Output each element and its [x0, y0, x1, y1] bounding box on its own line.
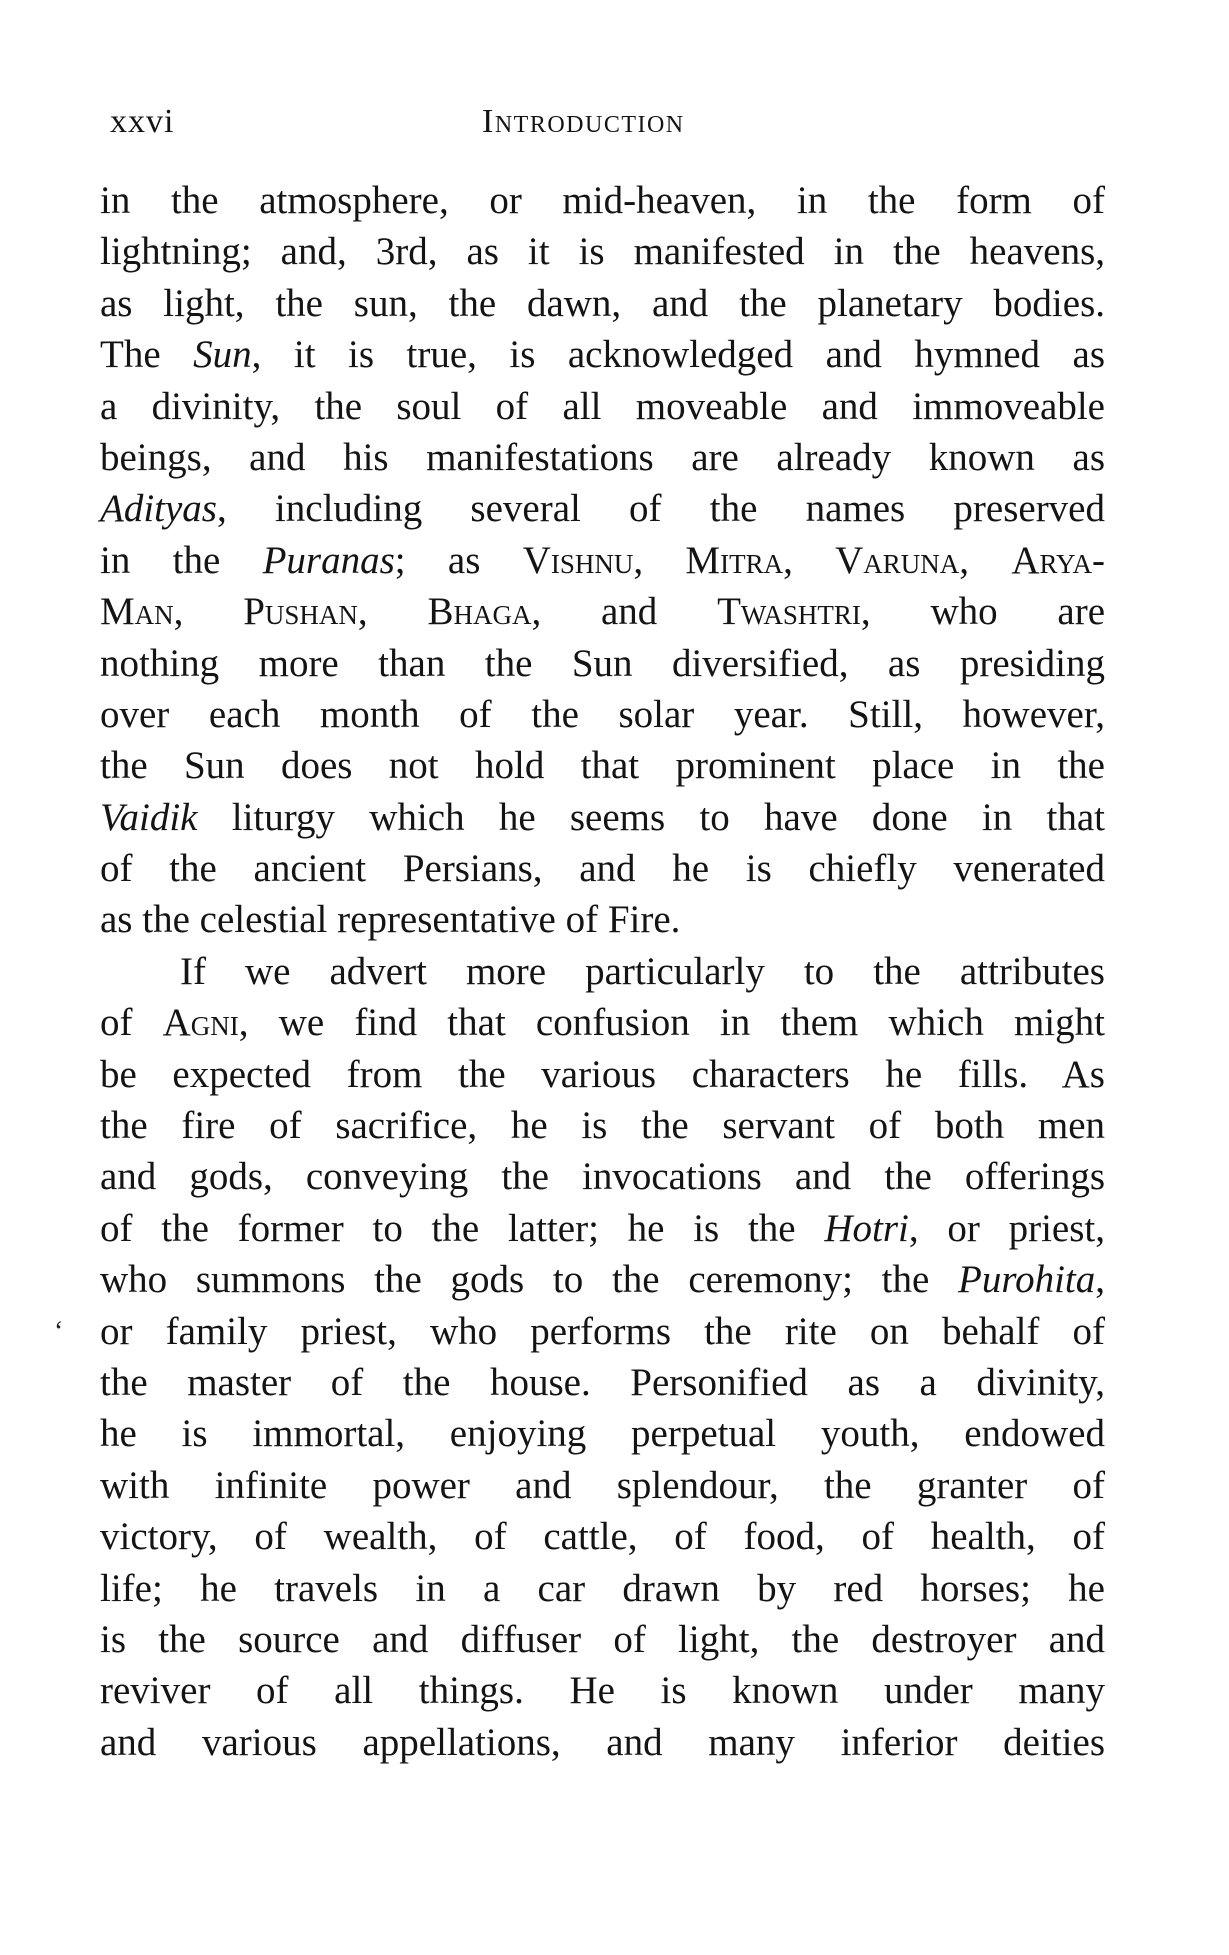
paragraph-first-line: If we advert more particularly to the attributes [180, 949, 1105, 993]
text-line: he is immortal, enjoying perpetual youth, endowed [100, 1412, 1105, 1456]
text-line: in the Puranas; as Vishnu, Mitra, Varuna, Arya- [100, 538, 1106, 582]
scan-mark: ‘ [54, 1316, 64, 1347]
text-line: and various appellations, and many inferior deities [100, 1720, 1105, 1764]
text-line: victory, of wealth, of cattle, of food, of health, of [100, 1515, 1105, 1559]
text-line: and gods, conveying the invocations and the offerings [100, 1155, 1105, 1199]
text-line: the fire of sacrifice, he is the servant of both men [100, 1104, 1105, 1148]
running-head [110, 103, 1110, 153]
text-line: of the ancient Persians, and he is chiefly venerated [100, 847, 1105, 891]
text-line: beings, and his manifestations are already known as [100, 435, 1105, 479]
text-line: the Sun does not hold that prominent place in the [100, 744, 1105, 788]
text-line: lightning; and, 3rd, as it is manifested in the heavens, [100, 230, 1105, 274]
text-line: Man, Pushan, Bhaga, and Twashtri, who are [100, 590, 1106, 634]
text-line: is the source and diffuser of light, the destroyer and [100, 1617, 1105, 1661]
page-number: xxvi [110, 103, 175, 140]
running-title: Introduction [482, 103, 685, 140]
text-line: Vaidik liturgy which he seems to have done in that [100, 795, 1105, 839]
text-line: or family priest, who performs the rite on behalf of [100, 1309, 1105, 1353]
paragraph-end-line: as the celestial representative of Fire. [100, 898, 681, 942]
text-line: with infinite power and splendour, the granter of [100, 1463, 1105, 1507]
text-line: as light, the sun, the dawn, and the planetary bodies. [100, 281, 1105, 325]
text-line: of Agni, we find that confusion in them which might [100, 1001, 1105, 1045]
text-line: the master of the house. Personified as a divinity, [100, 1360, 1105, 1404]
text-line: who summons the gods to the ceremony; the Purohita, [100, 1258, 1105, 1302]
text-line: The Sun, it is true, is acknowledged and hymned as [100, 333, 1105, 377]
text-line: reviver of all things. He is known under many [100, 1669, 1105, 1713]
text-line: nothing more than the Sun diversified, as presiding [100, 641, 1105, 685]
text-line: life; he travels in a car drawn by red horses; he [100, 1566, 1105, 1610]
body-text [100, 175, 1105, 1768]
text-line: in the atmosphere, or mid-heaven, in the form of [100, 179, 1105, 222]
text-line: be expected from the various characters he fills. As [100, 1052, 1105, 1096]
text-line: a divinity, the soul of all moveable and immoveable [100, 384, 1105, 428]
text-line: Adityas, including several of the names preserved [100, 487, 1105, 531]
text-line: over each month of the solar year. Still, however, [100, 692, 1105, 736]
text-line: of the former to the latter; he is the Hotri, or priest, [100, 1206, 1105, 1250]
